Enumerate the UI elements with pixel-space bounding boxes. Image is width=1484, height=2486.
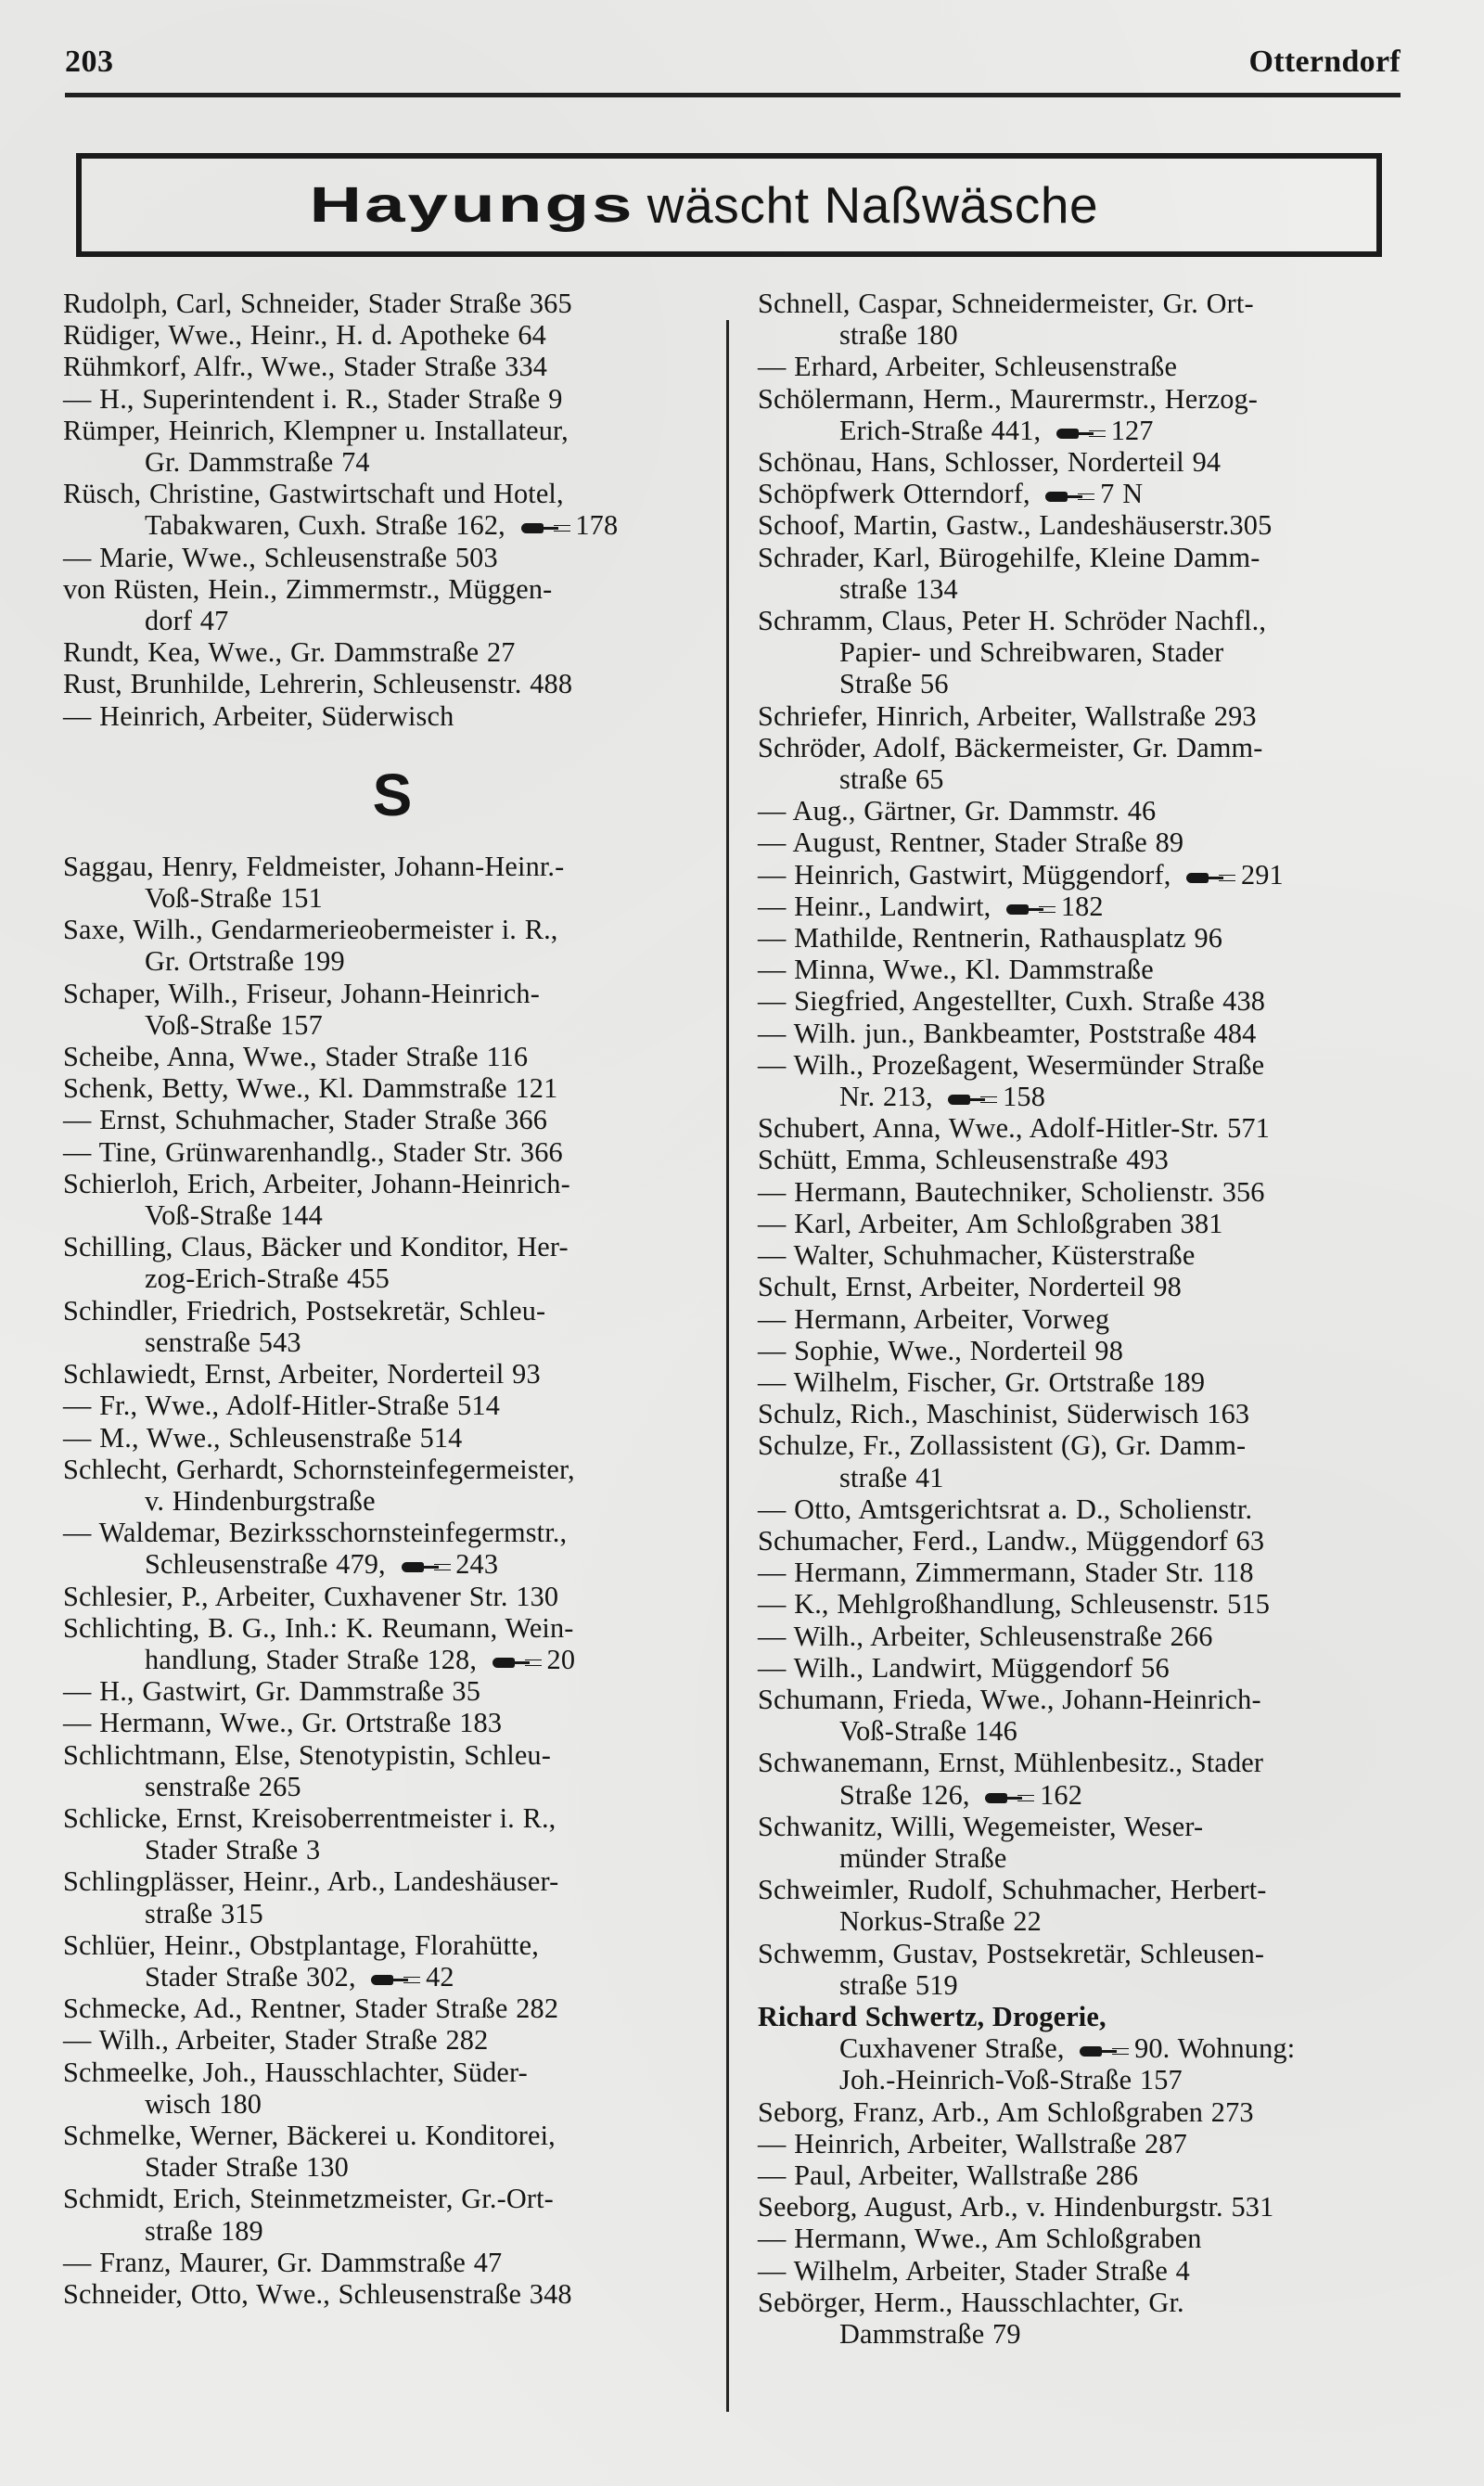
entry-line: — Waldemar, Bezirksschornsteinfegermstr., (63, 1517, 568, 1549)
entry-line: Schmeelke, Joh., Hausschlachter, Süder- (63, 2056, 528, 2088)
entry-line: Rudolph, Carl, Schneider, Stader Straße 365 (63, 288, 572, 319)
entry-line: Schulze, Fr., Zollassistent (G), Gr. Damm- (758, 1429, 1247, 1462)
entry-continuation-line: straße 134 (839, 572, 958, 605)
entry-line: Schneider, Otto, Wwe., Schleusenstraße 348 (63, 2277, 572, 2310)
directory-entry (63, 288, 722, 319)
entry-line: Sebörger, Herm., Hausschlachter, Gr. (758, 2286, 1184, 2318)
directory-entry (63, 1390, 722, 1421)
directory-entry (758, 288, 1426, 351)
entry-line: Schult, Ernst, Arbeiter, Norderteil 98 (758, 1271, 1182, 1303)
entry-continuation-line: Gr. Ortstraße 199 (145, 945, 345, 978)
directory-entry (758, 732, 1426, 795)
entry-line: — Wilh., Landwirt, Müggendorf 56 (758, 1651, 1170, 1684)
right-tail-entries (758, 2096, 1426, 2351)
entry-continuation-line: v. Hindenburgstraße (145, 1484, 376, 1517)
entry-line: — Heinrich, Gastwirt, Müggendorf, 291 (758, 858, 1284, 891)
directory-entry (63, 1072, 722, 1104)
page-number: 203 (65, 45, 114, 79)
directory-entry (758, 1874, 1426, 1937)
entry-line: Schlingplässer, Heinr., Arb., Landeshäuser- (63, 1865, 559, 1898)
telephone-icon (493, 1656, 531, 1671)
directory-entry (63, 383, 722, 415)
entry-line: Rühmkorf, Alfr., Wwe., Stader Straße 334 (63, 351, 548, 383)
directory-entry (63, 2024, 722, 2056)
entry-continuation-line: Stader Straße 130 (145, 2151, 349, 2184)
entry-continuation-line: Voß-Straße 157 (145, 1008, 323, 1041)
directory-entry (63, 2247, 722, 2278)
directory-entry (63, 1802, 722, 1865)
entry-line: Seborg, Franz, Arb., Am Schloßgraben 273 (758, 2095, 1254, 2128)
entry-line: Schmelke, Werner, Bäckerei u. Konditorei, (63, 2119, 556, 2151)
telephone-icon (1045, 490, 1084, 505)
entry-continuation-line: senstraße 265 (145, 1770, 301, 1802)
directory-entry (758, 2128, 1426, 2159)
business-advert-line-2: Cuxhavener Straße, 90. Wohnung: (839, 2032, 1296, 2065)
directory-entry (63, 542, 722, 573)
left-s-entries (63, 851, 722, 2310)
right-directory-column (758, 288, 1426, 2350)
directory-entry (758, 1398, 1426, 1429)
entry-line: — Karl, Arbeiter, Am Schloßgraben 381 (758, 1207, 1223, 1239)
telephone-icon (371, 1973, 410, 1988)
directory-entry (758, 1588, 1426, 1620)
directory-entry (63, 2183, 722, 2246)
entry-line: — Wilh., Arbeiter, Stader Straße 282 (63, 2024, 489, 2057)
entry-line: Schenk, Betty, Wwe., Kl. Dammstraße 121 (63, 1072, 558, 1105)
entry-continuation-line: Erich-Straße 441, 127 (839, 414, 1154, 446)
directory-entry (63, 668, 722, 699)
directory-entry (63, 1993, 722, 2024)
directory-entry (758, 1557, 1426, 1588)
entry-line: Schlicke, Ernst, Kreisoberrentmeister i. R., (63, 1801, 556, 1834)
directory-entry (63, 415, 722, 478)
entry-line: — Ernst, Schuhmacher, Stader Straße 366 (63, 1104, 548, 1136)
entry-continuation-line: wisch 180 (145, 2087, 262, 2120)
entry-continuation-line: Gr. Dammstraße 74 (145, 446, 370, 479)
directory-entry (63, 1231, 722, 1294)
entry-continuation-line: Stader Straße 3 (145, 1834, 321, 1866)
entry-line: Schwemm, Gustav, Postsekretär, Schleusen- (758, 1937, 1265, 1969)
directory-entry (758, 1303, 1426, 1335)
advertisement-text: wäscht Naßwäsche (646, 176, 1099, 234)
directory-entry (758, 2287, 1426, 2350)
telephone-icon (1056, 427, 1095, 442)
entry-line: Schlawiedt, Ernst, Arbeiter, Norderteil 93 (63, 1358, 541, 1390)
directory-entry (758, 1429, 1426, 1493)
entry-line: — Paul, Arbeiter, Wallstraße 286 (758, 2159, 1139, 2191)
directory-entry (758, 891, 1426, 922)
entry-line: — Erhard, Arbeiter, Schleusenstraße (758, 351, 1178, 383)
directory-entry (63, 573, 722, 636)
directory-entry (758, 1525, 1426, 1557)
directory-entry (758, 1176, 1426, 1208)
entry-line: — Wilhelm, Arbeiter, Stader Straße 4 (758, 2254, 1190, 2287)
entry-line: Schmidt, Erich, Steinmetzmeister, Gr.-Ort- (63, 2183, 554, 2215)
entry-continuation-line: straße 519 (839, 1968, 958, 2001)
entry-line: — Wilh. jun., Bankbeamter, Poststraße 484 (758, 1017, 1257, 1049)
entry-continuation-line: Papier- und Schreibwaren, Stader (839, 636, 1224, 669)
entry-line: — Sophie, Wwe., Norderteil 98 (758, 1334, 1123, 1366)
directory-entry (758, 859, 1426, 891)
entry-line: — Heinrich, Arbeiter, Süderwisch (63, 699, 454, 732)
directory-entry (758, 985, 1426, 1017)
advertisement-banner (76, 153, 1382, 257)
entry-continuation-line: Dammstraße 79 (839, 2318, 1021, 2350)
entry-line: — Wilh., Arbeiter, Schleusenstraße 266 (758, 1620, 1213, 1652)
entry-line: Schölermann, Herm., Maurermstr., Herzog- (758, 382, 1259, 415)
directory-entry (758, 542, 1426, 605)
directory-entry (758, 1652, 1426, 1684)
entry-continuation-line: Voß-Straße 144 (145, 1199, 323, 1232)
directory-entry (63, 851, 722, 914)
directory-entry (63, 1612, 722, 1675)
directory-entry (758, 700, 1426, 732)
directory-entry (63, 319, 722, 351)
entry-line: — Hermann, Zimmermann, Stader Str. 118 (758, 1557, 1254, 1589)
entry-line: Scheibe, Anna, Wwe., Stader Straße 116 (63, 1041, 529, 1073)
entry-line: Saxe, Wilh., Gendarmerieobermeister i. R., (63, 914, 558, 946)
business-advert-entry (758, 2001, 1426, 2096)
entry-line: Schoof, Martin, Gastw., Landeshäuserstr.305 (758, 509, 1273, 542)
entry-continuation-line: Voß-Straße 151 (145, 882, 323, 915)
entry-line: Schöpfwerk Otterndorf, 7 N (758, 478, 1144, 510)
directory-entry (758, 1747, 1426, 1810)
directory-entry (63, 1295, 722, 1358)
directory-entry (63, 2278, 722, 2310)
directory-entry (758, 1938, 1426, 2001)
entry-line: — Wilhelm, Fischer, Gr. Ortstraße 189 (758, 1365, 1206, 1398)
directory-entry (63, 1929, 722, 1993)
directory-entry (63, 1707, 722, 1738)
entry-line: — Siegfried, Angestellter, Cuxh. Straße 438 (758, 985, 1266, 1018)
entry-line: — K., Mehlgroßhandlung, Schleusenstr. 515 (758, 1588, 1271, 1621)
entry-line: — Hermann, Arbeiter, Vorweg (758, 1302, 1110, 1335)
entry-continuation-line: Straße 126, 162 (839, 1778, 1082, 1811)
directory-entry (758, 351, 1426, 382)
directory-entry (63, 700, 722, 732)
entry-line: Schwanitz, Willi, Wegemeister, Weser- (758, 1810, 1204, 1842)
directory-entry (758, 2255, 1426, 2287)
column-divider (726, 320, 729, 2412)
directory-entry (758, 2191, 1426, 2223)
entry-line: Schröder, Adolf, Bäckermeister, Gr. Damm- (758, 731, 1263, 763)
entry-line: Schulz, Rich., Maschinist, Süderwisch 163 (758, 1398, 1250, 1430)
entry-line: Schönau, Hans, Schlosser, Norderteil 94 (758, 446, 1222, 479)
directory-entry (758, 1271, 1426, 1302)
advertiser-name: Hayungs (309, 177, 635, 233)
entry-continuation-line: senstraße 543 (145, 1326, 301, 1358)
telephone-icon (985, 1791, 1024, 1806)
entry-line: Schnell, Caspar, Schneidermeister, Gr. Ort- (758, 288, 1254, 319)
telephone-icon (1080, 2044, 1119, 2059)
directory-entry (63, 1739, 722, 1802)
directory-entry (758, 1018, 1426, 1049)
directory-entry (63, 1865, 722, 1929)
entry-continuation-line: Voß-Straße 146 (839, 1715, 1017, 1748)
entry-line: Schlesier, P., Arbeiter, Cuxhavener Str. 130 (63, 1580, 559, 1612)
entry-line: Schütt, Emma, Schleusenstraße 493 (758, 1144, 1169, 1176)
entry-line: Schlüer, Heinr., Obstplantage, Florahütte, (63, 1929, 539, 1961)
directory-entry (63, 1517, 722, 1580)
directory-entry (758, 2096, 1426, 2128)
entry-continuation-line: Schleusenstraße 479, 243 (145, 1548, 499, 1581)
directory-entry (758, 922, 1426, 954)
entry-line: — Franz, Maurer, Gr. Dammstraße 47 (63, 2246, 503, 2278)
directory-entry (758, 1366, 1426, 1398)
entry-line: Seeborg, August, Arb., v. Hindenburgstr. 531 (758, 2191, 1274, 2223)
directory-entry (758, 1493, 1426, 1525)
entry-line: Schrader, Karl, Bürogehilfe, Kleine Damm- (758, 541, 1260, 573)
entry-line: Rüsch, Christine, Gastwirtschaft und Hotel, (63, 478, 564, 510)
entry-line: — M., Wwe., Schleusenstraße 514 (63, 1421, 463, 1454)
directory-entry (758, 509, 1426, 541)
entry-line: — Fr., Wwe., Adolf-Hitler-Straße 514 (63, 1390, 501, 1422)
directory-entry (758, 478, 1426, 509)
entry-line: Schlecht, Gerhardt, Schornsteinfegermeister, (63, 1453, 575, 1485)
directory-entry (758, 1239, 1426, 1271)
entry-line: Rundt, Kea, Wwe., Gr. Dammstraße 27 (63, 636, 516, 669)
entry-continuation-line: handlung, Stader Straße 128, 20 (145, 1643, 576, 1675)
directory-entry (758, 1112, 1426, 1144)
directory-entry (63, 1104, 722, 1135)
entry-line: — Hermann, Wwe., Am Schloßgraben (758, 2223, 1202, 2255)
entry-line: — Marie, Wwe., Schleusenstraße 503 (63, 541, 498, 573)
entry-line: Schilling, Claus, Bäcker und Konditor, Her- (63, 1231, 569, 1263)
directory-entry (63, 914, 722, 977)
entry-line: Saggau, Henry, Feldmeister, Johann-Heinr.- (63, 850, 565, 882)
entry-line: Rust, Brunhilde, Lehrerin, Schleusenstr. 488 (63, 668, 573, 700)
directory-entry (63, 2120, 722, 2183)
entry-line: Schriefer, Hinrich, Arbeiter, Wallstraße 293 (758, 699, 1257, 732)
entry-line: Schweimler, Rudolf, Schuhmacher, Herbert- (758, 1874, 1267, 1906)
left-r-entries (63, 288, 722, 732)
entry-continuation-line: zog-Erich-Straße 455 (145, 1262, 390, 1295)
directory-entry (758, 1049, 1426, 1112)
directory-entry (758, 605, 1426, 700)
entry-line: Rüdiger, Wwe., Heinr., H. d. Apotheke 64 (63, 319, 546, 352)
entry-line: — Mathilde, Rentnerin, Rathausplatz 96 (758, 922, 1223, 955)
entry-line: Rümper, Heinrich, Klempner u. Installateur, (63, 414, 569, 446)
entry-line: — Heinrich, Arbeiter, Wallstraße 287 (758, 2127, 1187, 2159)
entry-continuation-line: straße 65 (839, 763, 944, 796)
directory-entry (758, 1621, 1426, 1652)
entry-continuation-line: Stader Straße 302, 42 (145, 1960, 454, 1993)
telephone-icon (402, 1560, 441, 1575)
entry-continuation-line: Straße 56 (839, 668, 949, 700)
directory-entry (758, 1811, 1426, 1874)
left-directory-column (63, 288, 722, 2310)
directory-entry (758, 1208, 1426, 1239)
directory-entry (63, 978, 722, 1041)
entry-continuation-line: Tabakwaren, Cuxh. Straße 162, 178 (145, 509, 619, 542)
entry-line: Schierloh, Erich, Arbeiter, Johann-Heinrich- (63, 1167, 570, 1199)
directory-entry (63, 1136, 722, 1168)
directory-entry (63, 2057, 722, 2120)
directory-entry (63, 636, 722, 668)
entry-continuation-line: dorf 47 (145, 605, 229, 637)
directory-entry (63, 1358, 722, 1390)
entry-line: — Walter, Schuhmacher, Küsterstraße (758, 1239, 1196, 1272)
entry-line: — Otto, Amtsgerichtsrat a. D., Scholienstr. (758, 1493, 1253, 1525)
entry-line: Schumann, Frieda, Wwe., Johann-Heinrich- (758, 1683, 1261, 1715)
entry-continuation-line: Nr. 213, 158 (839, 1081, 1046, 1113)
directory-entry (63, 1168, 722, 1231)
directory-entry (63, 478, 722, 541)
entry-continuation-line: straße 189 (145, 2214, 263, 2247)
entry-line: Schlichtmann, Else, Stenotypistin, Schleu- (63, 1738, 551, 1771)
entry-line: Schlichting, B. G., Inh.: K. Reumann, Wein- (63, 1611, 574, 1644)
section-letter: S (372, 761, 413, 828)
entry-continuation-line: Norkus-Straße 22 (839, 1905, 1042, 1938)
directory-entry (63, 1454, 722, 1517)
entry-line: Schramm, Claus, Peter H. Schröder Nachfl., (758, 605, 1267, 637)
business-advert-line-1: Richard Schwertz, Drogerie, (758, 2000, 1107, 2032)
entry-line: Schaper, Wilh., Friseur, Johann-Heinrich- (63, 977, 540, 1009)
entry-line: Schumacher, Ferd., Landw., Müggendorf 63 (758, 1524, 1265, 1557)
entry-line: — H., Superintendent i. R., Stader Straße 9 (63, 382, 563, 415)
entry-line: — August, Rentner, Stader Straße 89 (758, 827, 1184, 859)
entry-continuation-line: straße 41 (839, 1461, 944, 1493)
directory-entry (758, 383, 1426, 446)
entry-line: Schmecke, Ad., Rentner, Stader Straße 282 (63, 1993, 559, 2025)
page-header (65, 37, 1401, 97)
directory-entry (63, 351, 722, 382)
directory-entry (63, 1422, 722, 1454)
entry-continuation-line: straße 180 (839, 319, 958, 352)
right-main-entries (758, 288, 1426, 2001)
directory-entry (63, 1581, 722, 1612)
entry-line: Schubert, Anna, Wwe., Adolf-Hitler-Str. 571 (758, 1112, 1271, 1145)
entry-continuation-line: straße 315 (145, 1897, 263, 1929)
telephone-icon (521, 521, 560, 536)
entry-line: — Tine, Grünwarenhandlg., Stader Str. 366 (63, 1135, 563, 1168)
directory-entry (758, 954, 1426, 985)
telephone-icon (1006, 903, 1045, 917)
telephone-icon (948, 1093, 987, 1108)
directory-entry (758, 827, 1426, 858)
directory-entry (758, 1684, 1426, 1747)
directory-entry (758, 2223, 1426, 2254)
directory-entry (63, 1675, 722, 1707)
entry-line: — Wilh., Prozeßagent, Wesermünder Straße (758, 1048, 1265, 1081)
entry-line: — Hermann, Wwe., Gr. Ortstraße 183 (63, 1707, 503, 1739)
entry-line: Schwanemann, Ernst, Mühlenbesitz., Stader (758, 1747, 1264, 1779)
directory-entry (758, 795, 1426, 827)
directory-entry (758, 1144, 1426, 1175)
entry-continuation-line: münder Straße (839, 1841, 1007, 1874)
entry-line: — Heinr., Landwirt, 182 (758, 890, 1104, 922)
telephone-icon (1186, 871, 1225, 886)
entry-line: von Rüsten, Hein., Zimmermstr., Müggen- (63, 572, 553, 605)
entry-line: — Hermann, Bautechniker, Scholienstr. 356 (758, 1175, 1265, 1208)
directory-entry (63, 1041, 722, 1072)
entry-line: Schindler, Friedrich, Postsekretär, Schleu- (63, 1294, 546, 1326)
entry-line: — Minna, Wwe., Kl. Dammstraße (758, 954, 1154, 986)
running-head: Otterndorf (1248, 45, 1401, 79)
business-advert-line-3: Joh.-Heinrich-Voß-Straße 157 (839, 2064, 1183, 2096)
directory-entry (758, 1335, 1426, 1366)
entry-line: — Aug., Gärtner, Gr. Dammstr. 46 (758, 795, 1157, 827)
directory-entry (758, 2159, 1426, 2191)
entry-line: — H., Gastwirt, Gr. Dammstraße 35 (63, 1675, 481, 1708)
directory-entry (758, 446, 1426, 478)
